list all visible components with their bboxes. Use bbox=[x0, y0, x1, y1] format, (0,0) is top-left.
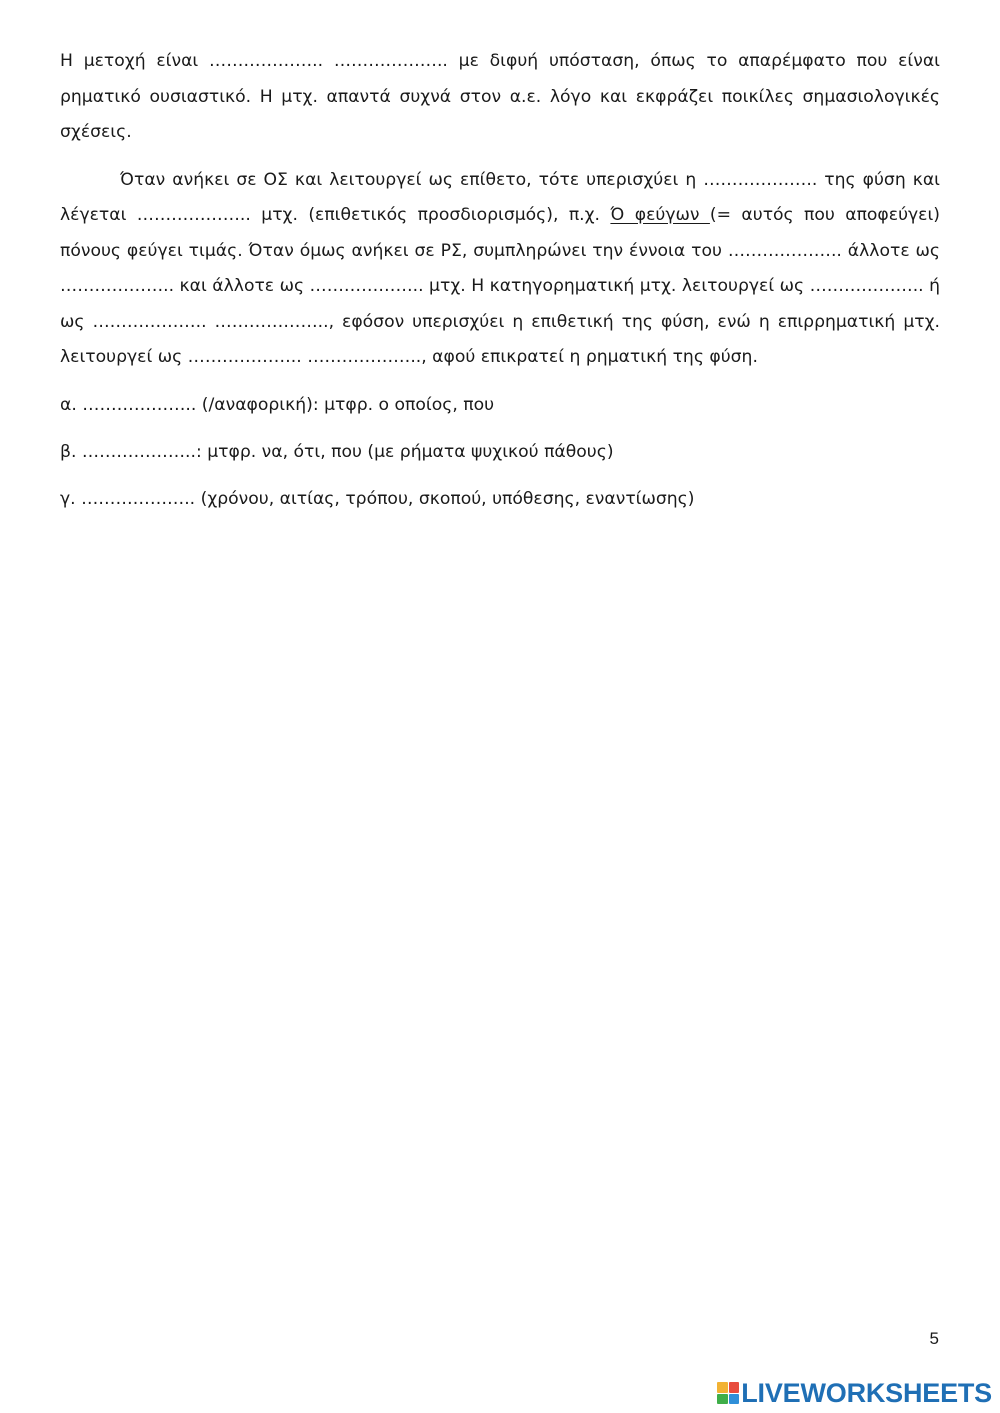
logo-tile-yellow bbox=[717, 1382, 728, 1393]
paragraph-functions-part1: Όταν ανήκει σε ΟΣ και λειτουργεί ως επίθετο, τότε υπερισχύει η ……………….. της φύση και λέγεται ……………….. μτχ. (επιθετικός προσδιορισμός), π.χ. bbox=[60, 169, 940, 225]
liveworksheets-brand bbox=[717, 1378, 992, 1408]
list-item-c: γ. ……………….. (χρόνου, αιτίας, τρόπου, σκοπού, υπόθεσης, εναντίωσης) bbox=[60, 488, 695, 509]
paragraph-functions-part2: (= αυτός που αποφεύγει) πόνους φεύγει τιμάς. Όταν όμως ανήκει σε ΡΣ, συμπληρώνει την έννοια του ……………….. άλλοτε ως ……………….. και άλλοτε ως ……………….. μτχ. Η κατηγορηματική μτχ. λειτουργεί ως ……………….. ή ως ……………….. ……………….., εφόσον υπερισχύει η επιθετική της φύση, ενώ η επιρρηματική μτχ. λειτουργεί ως ……………….. ……………….., αφού επικρατεί η ρηματική της φύση. bbox=[60, 205, 940, 367]
example-phrase: Ό φεύγων bbox=[610, 205, 710, 225]
list-item-b: β. ………………..: μτφρ. να, ότι, που (με ρήματα ψυχικού πάθους) bbox=[60, 441, 614, 462]
logo-tile-red bbox=[729, 1382, 740, 1393]
page-number: 5 bbox=[929, 1329, 939, 1348]
list-item-a: α. ……………….. (/αναφορική): μτφρ. ο οποίος, που bbox=[60, 394, 495, 415]
paragraph-intro: Η μετοχή είναι ……………….. ……………….. με διφυή υπόσταση, όπως το απαρέμφατο που είναι ρηματικό ουσιαστικό. Η μτχ. απαντά συχνά στον α.ε. λόγο και εκφράζει ποικίλες σημασιολογικές σχέσεις. bbox=[60, 51, 940, 142]
participle-types-list bbox=[60, 388, 940, 518]
document-body bbox=[60, 44, 940, 529]
liveworksheets-logo-text: LIVEWORKSHEETS bbox=[741, 1377, 992, 1408]
paragraph-functions bbox=[60, 163, 940, 376]
liveworksheets-logo-icon bbox=[717, 1382, 739, 1404]
logo-tile-blue bbox=[729, 1394, 740, 1405]
logo-tile-green bbox=[717, 1394, 728, 1405]
